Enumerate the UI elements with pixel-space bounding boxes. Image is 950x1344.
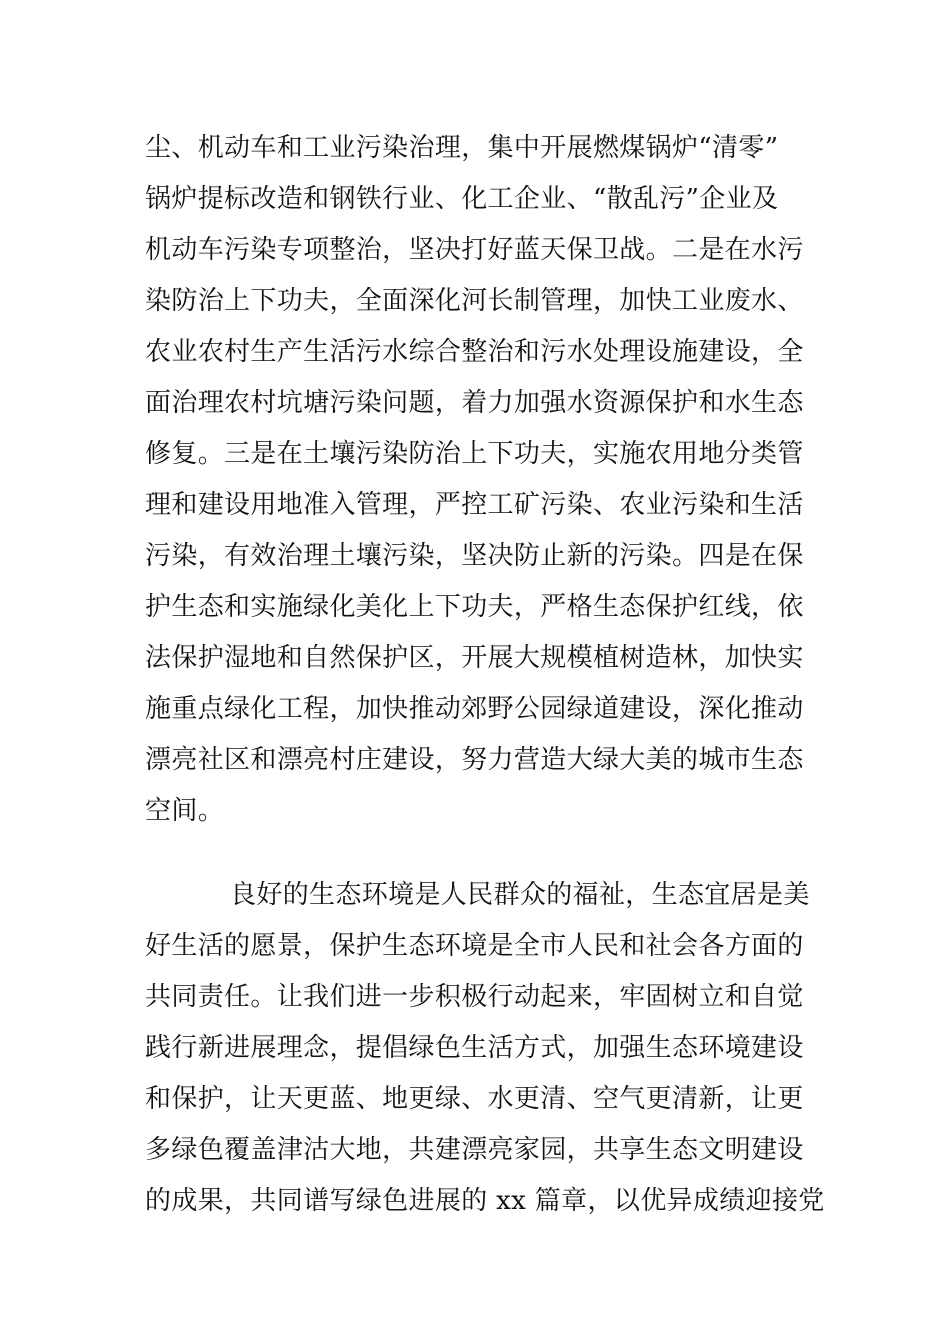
paragraph-line: 护生态和实施绿化美化上下功夫，严格生态保护红线，依 bbox=[145, 592, 804, 622]
paragraph-line: 面治理农村坑塘污染问题，着力加强水资源保护和水生态 bbox=[145, 388, 804, 418]
paragraph-line: 多绿色覆盖津沽大地，共建漂亮家园，共享生态文明建设 bbox=[145, 1135, 804, 1165]
paragraph-line: 践行新进展理念，提倡绿色生活方式，加强生态环境建设 bbox=[145, 1033, 804, 1063]
paragraph-line: 良好的生态环境是人民群众的福祉，生态宜居是美 bbox=[230, 880, 810, 910]
paragraph-line: 农业农村生产生活污水综合整治和污水处理设施建设，全 bbox=[145, 337, 804, 367]
paragraph-line: 理和建设用地准入管理，严控工矿污染、农业污染和生活 bbox=[145, 490, 804, 520]
paragraph-line: 机动车污染专项整治，坚决打好蓝天保卫战。二是在水污 bbox=[145, 235, 804, 265]
paragraph-line: 共同责任。让我们进一步积极行动起来，牢固树立和自觉 bbox=[145, 982, 804, 1012]
paragraph-line: 的成果，共同谱写绿色进展的 xx 篇章，以优异成绩迎接党 bbox=[145, 1186, 825, 1216]
paragraph-line: 污染，有效治理土壤污染，坚决防止新的污染。四是在保 bbox=[145, 541, 804, 571]
paragraph-line: 修复。三是在土壤污染防治上下功夫，实施农用地分类管 bbox=[145, 439, 804, 469]
paragraph-line: 锅炉提标改造和钢铁行业、化工企业、“散乱污”企业及 bbox=[145, 184, 779, 214]
paragraph-line: 漂亮社区和漂亮村庄建设，努力营造大绿大美的城市生态 bbox=[145, 745, 804, 775]
paragraph-line: 染防治上下功夫，全面深化河长制管理，加快工业废水、 bbox=[145, 286, 804, 316]
paragraph-line: 好生活的愿景，保护生态环境是全市人民和社会各方面的 bbox=[145, 931, 804, 961]
paragraph-line: 施重点绿化工程，加快推动郊野公园绿道建设，深化推动 bbox=[145, 694, 804, 724]
paragraph-line: 法保护湿地和自然保护区，开展大规模植树造林，加快实 bbox=[145, 643, 804, 673]
paragraph-line: 尘、机动车和工业污染治理，集中开展燃煤锅炉“清零” bbox=[145, 133, 779, 163]
paragraph-line: 空间。 bbox=[145, 796, 225, 826]
paragraph-line: 和保护，让天更蓝、地更绿、水更清、空气更清新，让更 bbox=[145, 1084, 804, 1114]
